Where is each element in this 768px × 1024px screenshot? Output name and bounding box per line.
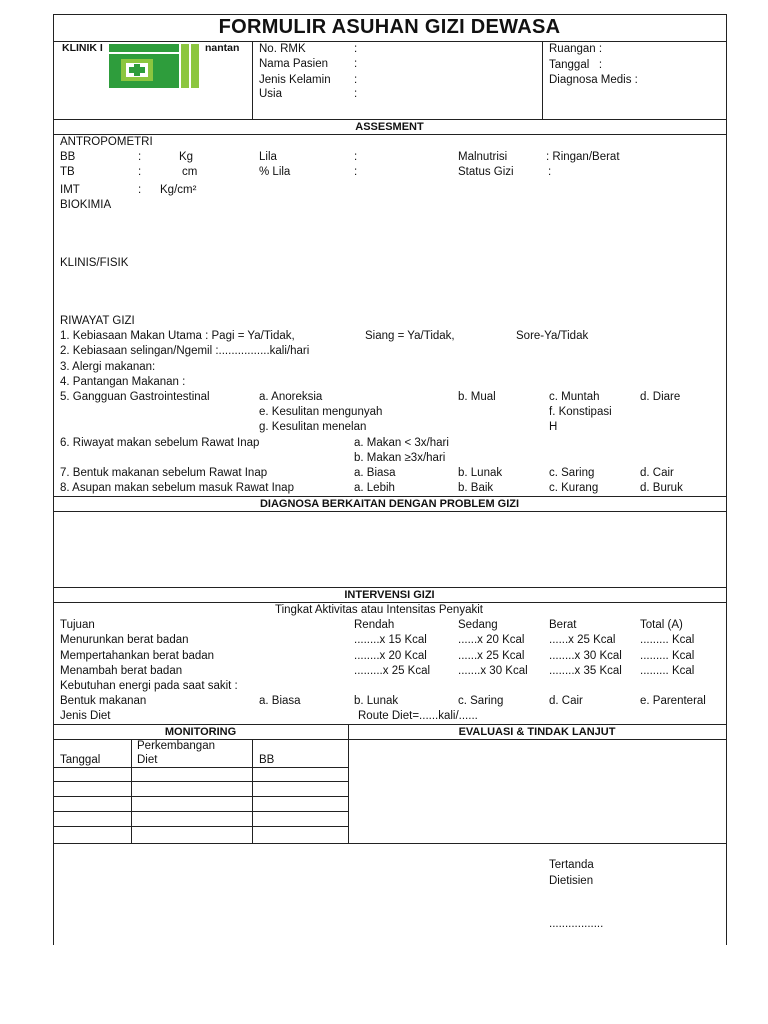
label-imt: IMT	[60, 184, 80, 196]
riwayat-item-1: 1. Kebiasaan Makan Utama : Pagi = Ya/Tidak,	[60, 330, 295, 342]
label-diagnosa-medis: Diagnosa Medis :	[549, 74, 638, 86]
riwayat-item-6: 6. Riwayat makan sebelum Rawat Inap	[60, 437, 260, 449]
option-bentuk-biasa: a. Biasa	[259, 695, 301, 707]
divider-monitoring-top	[53, 724, 727, 725]
option-mual: b. Mual	[458, 391, 496, 403]
row-label: Mempertahankan berat badan	[60, 650, 215, 662]
monitoring-row-line	[53, 767, 348, 768]
riwayat-item-4: 4. Pantangan Makanan :	[60, 376, 186, 388]
biokimia-heading: BIOKIMIA	[60, 199, 112, 211]
option-bentuk-lunak: b. Lunak	[354, 695, 399, 707]
cell-sedang: ......x 20 Kcal	[458, 634, 525, 646]
riwayat-item-3: 3. Alergi makanan:	[60, 361, 156, 373]
option-konstipasi: f. Konstipasi	[549, 406, 612, 418]
signature-line: .................	[549, 918, 604, 930]
monitoring-col-bb: BB	[259, 754, 275, 766]
divider-assesment	[53, 134, 727, 135]
riwayat-item-7: 7. Bentuk makanan sebelum Rawat Inap	[60, 467, 268, 479]
divider-intervensi-bottom	[53, 602, 727, 603]
cell-rendah: ........x 20 Kcal	[354, 650, 427, 662]
unit-bb: Kg	[179, 151, 194, 163]
malnutrisi-value: : Ringan/Berat	[546, 151, 620, 163]
border-top	[53, 14, 727, 15]
colon: :	[138, 184, 142, 196]
colon: :	[354, 58, 358, 70]
riwayat-item-1-siang: Siang = Ya/Tidak,	[365, 330, 455, 342]
colon: :	[354, 88, 358, 100]
label-status-gizi: Status Gizi	[458, 166, 514, 178]
cell-berat: ........x 30 Kcal	[549, 650, 622, 662]
label-malnutrisi: Malnutrisi	[458, 151, 508, 163]
cell-sedang: .......x 30 Kcal	[458, 665, 528, 677]
divider-header	[53, 119, 727, 120]
divider-monitoring-bottom	[53, 843, 727, 844]
option-anoreksia: a. Anoreksia	[259, 391, 323, 403]
cell-rendah: ........x 15 Kcal	[354, 634, 427, 646]
label-jenis-diet: Jenis Diet	[60, 710, 111, 722]
border-left	[53, 14, 54, 945]
divider-diagnosa-bottom	[53, 511, 727, 512]
option-bentuk-parenteral: e. Parenteral	[640, 695, 706, 707]
riwayat-item-2: 2. Kebiasaan selingan/Ngemil :................kali/hari	[60, 345, 310, 357]
riwayat-item-1-sore: Sore-Ya/Tidak	[516, 330, 589, 342]
label-ruangan: Ruangan :	[549, 43, 603, 55]
option-lebih: a. Lebih	[354, 482, 395, 494]
antropometri-heading: ANTROPOMETRI	[60, 136, 153, 148]
label-tb: TB	[60, 166, 75, 178]
colon: :	[354, 151, 358, 163]
cell-rendah: .........x 25 Kcal	[354, 665, 431, 677]
clinic-name-left: KLINIK I	[62, 42, 103, 54]
option-makan-kurang-3x: a. Makan < 3x/hari	[354, 437, 449, 449]
option-h: H	[549, 421, 558, 433]
colon: :	[138, 166, 142, 178]
colon: :	[354, 74, 358, 86]
monitoring-col-perkembangan: Perkembangan	[137, 740, 215, 752]
monitoring-row-line	[53, 781, 348, 782]
label-lila: Lila	[259, 151, 277, 163]
option-baik: b. Baik	[458, 482, 494, 494]
col-berat: Berat	[549, 619, 577, 631]
monitoring-col-tanggal: Tanggal	[60, 754, 101, 766]
col-total: Total (A)	[640, 619, 683, 631]
divider-intervensi-top	[53, 587, 727, 588]
unit-imt: Kg/cm²	[160, 184, 197, 196]
section-diagnosa-heading: DIAGNOSA BERKAITAN DENGAN PROBLEM GIZI	[259, 498, 520, 510]
label-jenis-kelamin: Jenis Kelamin	[259, 74, 331, 86]
riwayat-item-8: 8. Asupan makan sebelum masuk Rawat Inap	[60, 482, 294, 494]
monitoring-col-divider-1	[131, 739, 132, 843]
colon: :	[354, 43, 358, 55]
option-diare: d. Diare	[640, 391, 681, 403]
label-nama-pasien: Nama Pasien	[259, 58, 329, 70]
option-kesulitan-menelan: g. Kesulitan menelan	[259, 421, 367, 433]
label-no-rmk: No. RMK	[259, 43, 306, 55]
cell-total: ......... Kcal	[640, 634, 695, 646]
col-rendah: Rendah	[354, 619, 395, 631]
option-bentuk-cair: d. Cair	[549, 695, 583, 707]
option-kurang: c. Kurang	[549, 482, 599, 494]
option-kesulitan-mengunyah: e. Kesulitan mengunyah	[259, 406, 383, 418]
row-label: Menurunkan berat badan	[60, 634, 189, 646]
clinic-name-right: nantan	[205, 42, 240, 54]
option-saring: c. Saring	[549, 467, 595, 479]
cell-total: ......... Kcal	[640, 665, 695, 677]
option-buruk: d. Buruk	[640, 482, 683, 494]
label-usia: Usia	[259, 88, 283, 100]
signature-tertanda: Tertanda	[549, 859, 594, 871]
riwayat-heading: RIWAYAT GIZI	[60, 315, 135, 327]
colon: :	[354, 166, 358, 178]
cell-berat: ........x 35 Kcal	[549, 665, 622, 677]
klinis-heading: KLINIS/FISIK	[60, 257, 129, 269]
cell-total: ......... Kcal	[640, 650, 695, 662]
monitoring-evaluasi-divider	[348, 724, 349, 843]
label-kebutuhan-energi: Kebutuhan energi pada saat sakit :	[60, 680, 238, 692]
label-tujuan: Tujuan	[60, 619, 95, 631]
label-route-diet: Route Diet=......kali/......	[358, 710, 478, 722]
monitoring-col-diet: Diet	[137, 754, 158, 766]
cell-sedang: ......x 25 Kcal	[458, 650, 525, 662]
option-makan-lebih-3x: b. Makan ≥3x/hari	[354, 452, 446, 464]
signature-dietisien: Dietisien	[549, 875, 594, 887]
option-muntah: c. Muntah	[549, 391, 600, 403]
monitoring-row-line	[53, 811, 348, 812]
section-assesment-heading: ASSESMENT	[355, 121, 424, 133]
section-intervensi-heading: INTERVENSI GIZI	[344, 589, 435, 601]
cell-berat: ......x 25 Kcal	[549, 634, 616, 646]
clinic-logo-icon	[107, 42, 200, 90]
monitoring-row-line	[53, 796, 348, 797]
border-right	[726, 14, 727, 945]
header-col-divider-1	[252, 41, 253, 119]
option-lunak: b. Lunak	[458, 467, 503, 479]
col-sedang: Sedang	[458, 619, 498, 631]
option-biasa: a. Biasa	[354, 467, 396, 479]
label-tanggal: Tanggal :	[549, 59, 603, 71]
label-pct-lila: % Lila	[259, 166, 291, 178]
colon: :	[548, 166, 552, 178]
label-bb: BB	[60, 151, 76, 163]
intervensi-subheading: Tingkat Aktivitas atau Intensitas Penyakit	[275, 604, 483, 616]
header-col-divider-2	[542, 41, 543, 119]
riwayat-item-5: 5. Gangguan Gastrointestinal	[60, 391, 210, 403]
option-cair: d. Cair	[640, 467, 674, 479]
option-bentuk-saring: c. Saring	[458, 695, 504, 707]
monitoring-col-divider-2	[252, 739, 253, 843]
form-title: FORMULIR ASUHAN GIZI DEWASA	[218, 16, 561, 38]
row-label: Menambah berat badan	[60, 665, 183, 677]
colon: :	[138, 151, 142, 163]
divider-diagnosa-top	[53, 496, 727, 497]
unit-tb: cm	[182, 166, 198, 178]
section-evaluasi-heading: EVALUASI & TINDAK LANJUT	[458, 726, 616, 738]
section-monitoring-heading: MONITORING	[164, 726, 237, 738]
monitoring-row-line	[53, 826, 348, 827]
label-bentuk-makanan: Bentuk makanan	[60, 695, 147, 707]
